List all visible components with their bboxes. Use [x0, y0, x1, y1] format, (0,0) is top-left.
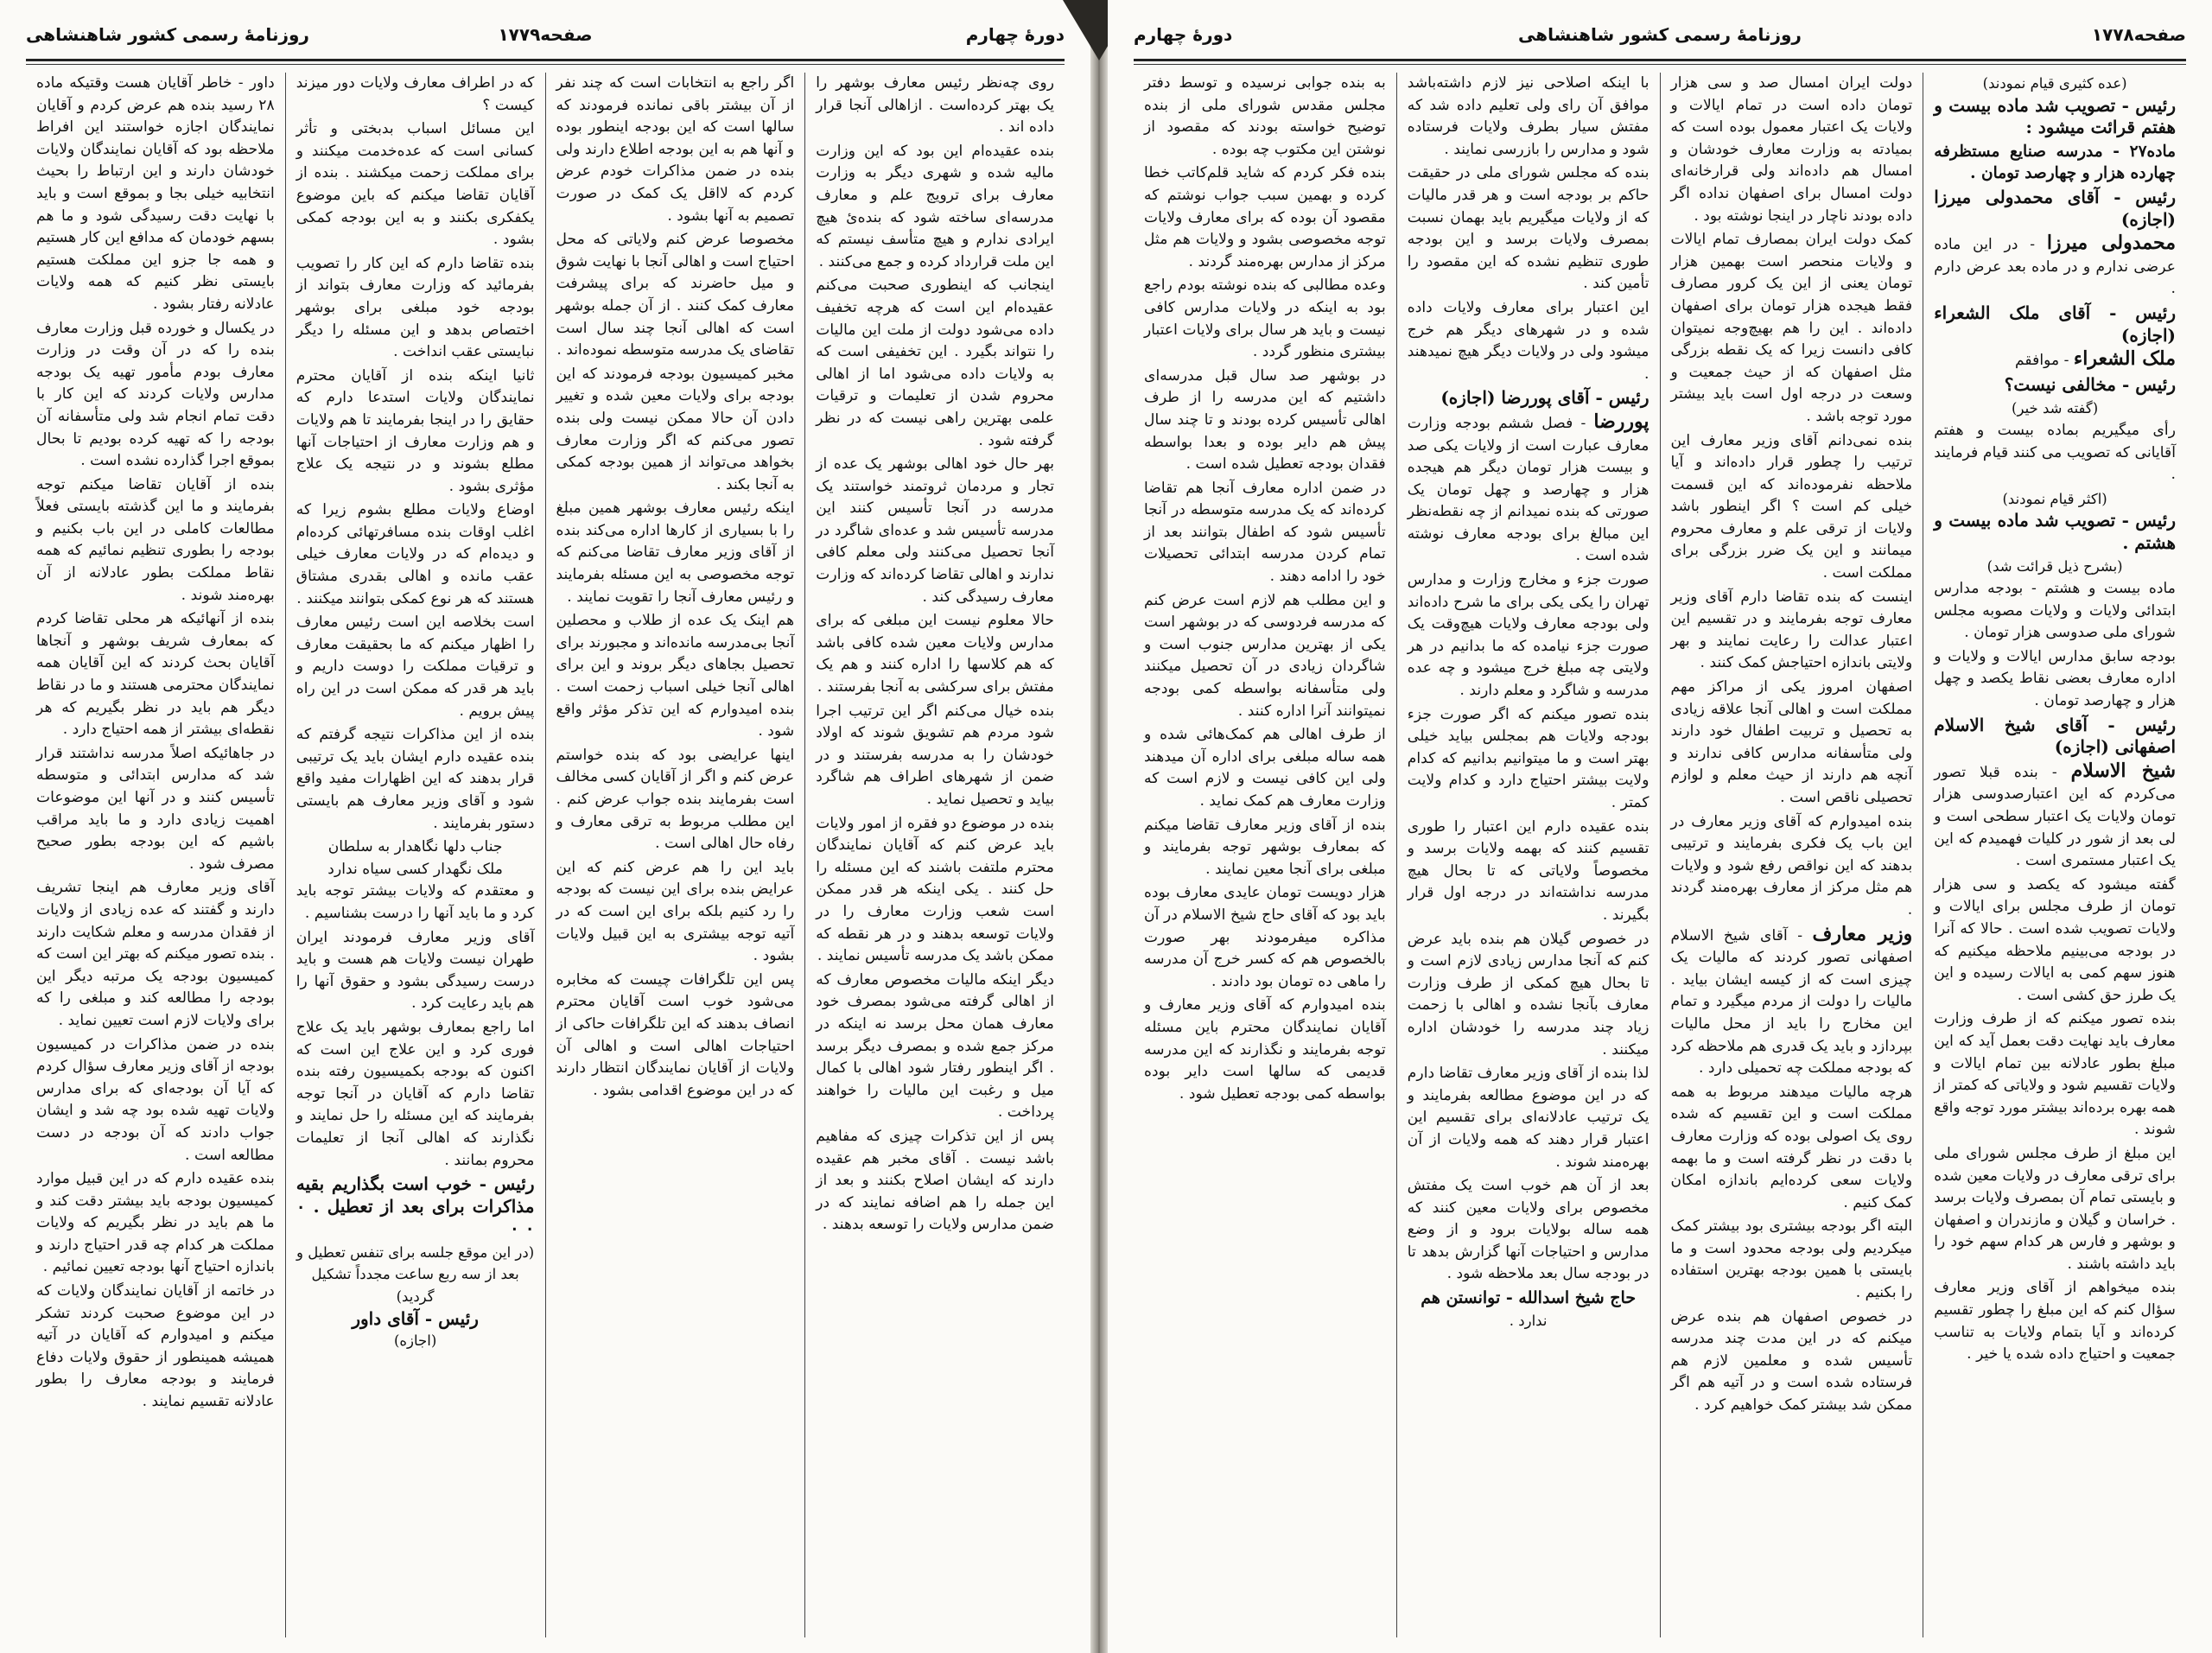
paragraph: و این مطلب هم لازم است عرض کنم که مدرسه فردوسی که در بوشهر است یکی از بهترین مدارس جنوب است و شاگردان زیادی در آن تحصیل میکنند ولی متأسفانه بواسطه کمی بودجه نمیتوانند آنرا اداره کنند . — [1144, 591, 1386, 720]
column-3 — [1396, 73, 1660, 1637]
paragraph: در بوشهر صد سال قبل مدرسه‌ای داشتیم که این مدرسه را از طرف اهالی تأسیس کرده بودند و تا چند سال پیش هم دایر بوده و بعدا بواسطه فقدان بودجه تعطیل شده است . — [1144, 366, 1386, 474]
page-header-1779 — [26, 19, 1065, 61]
column-2 — [545, 73, 805, 1637]
speech: - در این ماده عرضی ندارم و در ماده بعد عرض دارم . — [1934, 236, 2176, 298]
paragraph: و معتقدم که ولایات بیشتر توجه باید کرد و ما باید آنها را درست بشناسیم . — [296, 882, 535, 922]
speech: - بنده قبلا تصور می‌کردم که این اعتبارصدوسی هزار تومان ولایات یک اعتبار سطحی است و لی بعد از شور در کلیات فهمیدم که این یک اعتبار مستمری است . — [1934, 763, 2176, 870]
paragraph — [1934, 232, 2176, 301]
paragraph: دیگر اینکه مالیات مخصوص معارف که از اهالی گرفته می‌شود بمصرف خود معارف همان محل برسد نه اینکه در مرکز جمع شده و بمصرف دیگر برسد . اگر اینطور رفتار شود اهالی با کمال میل و رغبت این مالیات را خواهند پرداخت . — [816, 970, 1054, 1122]
paragraph: کمک دولت ایران بمصارف تمام ایالات و ولایات منحصر است بهمین هزار تومان یعنی از این یک کرور مصارف فقط هیجده هزار تومان برای اصفهان داده‌اند . این را هم بهیچ‌وجه نمیتوان کافی دانست زیرا که یک نقطه بزرگی مثل اصفهان که از حیث جمعیت و وسعت در درجه اول است باید بیشتر مورد توجه باشد . — [1670, 231, 1913, 425]
paragraph: پس از این تذکرات چیزی که مفاهیم باشد نیست . آقای مخبر هم عقیده دارند که ایشان اصلاح بکنند و بعد از این جمله را هم اضافه نمایند که در ضمن مدارس ولایات را توسعه بدهند . — [816, 1127, 1054, 1234]
paragraph: البته اگر بودجه بیشتری بود بیشتر کمک میکردیم ولی بودجه محدود است و ما بایستی با همین بودجه بهترین استفاده را بکنیم . — [1670, 1217, 1913, 1302]
paragraph: در ضمن اداره معارف آنجا هم تقاضا کرده‌اند که یک مدرسه متوسطه در آنجا تأسیس شود که اطفال بتوانند بعد از تمام کردن مدرسه ابتدائی تحصیلات خود را ادامه دهند . — [1144, 479, 1386, 586]
column-1 — [1923, 73, 2186, 1637]
verse-line: جناب دلها نگاهدار به سلطان — [327, 838, 503, 856]
paragraph: صورت جزء و مخارج وزارت و مدارس تهران را یکی یکی برای ما شرح داده‌اند ولی بودجه معارف ولایات هیچ‌وقت یک صورت جزء نیامده که ما بدانیم در هر ولایتی چه مبلغ خرج میشود و چه عده مدرسه و شاگرد و معلم دارند . — [1407, 571, 1649, 700]
verse-line: ملک نگهدار کسی سیاه ندارد — [327, 860, 503, 878]
speaker-name: وزیر معارف — [1812, 922, 1913, 945]
paragraph: بنده در موضوع دو فقره از امور ولایات باید عرض کنم که آقایان نمایندگان محترم ملتفت باشند که این مسئله را حل کنند . یکی اینکه هر قدر ممکن است شعب وزارت معارف را در ولایات توسعه بدهند و در هر نقطه که ممکن باشد یک مدرسه تأسیس نمایند . — [816, 814, 1054, 965]
session-note: (گفته شد خیر) — [2012, 400, 2099, 417]
paragraph: در خصوص گیلان هم بنده باید عرض کنم که آنجا مدارس زیادی لازم است و تا بحال هیچ کمکی از طرف وزارت معارف بآنجا نشده و اهالی با زحمت زیاد چند مدرسه را خودشان اداره میکنند . — [1407, 930, 1649, 1059]
book-gutter — [1090, 0, 1108, 1653]
paragraph: بنده امیدوارم که آقای وزیر معارف و آقایان نمایندگان محترم باین مسئله توجه بفرمایند و نگذارند که این مدرسه قدیمی که سالها است دایر بوده بواسطه کمی بودجه تعطیل شود . — [1144, 996, 1386, 1103]
header-period: دورهٔ چهارم — [965, 24, 1065, 45]
header-rule — [26, 64, 1065, 65]
header-paper-title: روزنامهٔ رسمی کشور شاهنشاهی — [1518, 24, 1802, 45]
paragraph: اما راجع بمعارف بوشهر باید یک علاج فوری کرد و این علاج این است که اکنون که بودجه بکمیسیون رفته بنده تقاضا دارم که آقایان در آنجا توجه بفرمایند که این مسئله را حل نمایند و نگذارند که اهالی آنجا از تعلیمات محروم بمانند . — [296, 1018, 535, 1169]
speaker-name: ملک الشعراء — [2073, 347, 2176, 371]
permission-note: (اجازه) — [393, 1332, 437, 1350]
paragraph: این مبلغ از طرف مجلس شورای ملی برای ترقی معارف در ولایات معین شده و بایستی تمام آن بمصرف ولایات برسد . خراسان و گیلان و مازندران و اصفهان و بوشهر و فارس هر کدام سهم خود را باید داشته باشند . — [1934, 1144, 2176, 1273]
column-1 — [804, 73, 1065, 1637]
page-1778 — [1108, 0, 2212, 1653]
paragraph: اینکه رئیس معارف بوشهر همین مبلغ را با بسیاری از کارها اداره می‌کند بنده از آقای وزیر معارف تقاضا می‌کنم که توجه مخصوصی به این مسئله بفرمایند و رئیس معارف آنجا را تقویت نمایند . — [556, 499, 795, 606]
article-text: ماده بیست و هشتم - بودجه مدارس ابتدائی ولایات و ولایات مصوبه مجلس شورای ملی صدوسی هزار تومان . — [1934, 580, 2176, 642]
paragraph: بنده خیال می‌کنم اگر این ترتیب اجرا شود مردم هم تشویق شوند که اولاد خودشان را به مدرسه بفرستند و در ضمن از شهرهای اطراف هم شاگرد بیاید و تحصیل نماید . — [816, 702, 1054, 808]
paragraph: اصفهان امروز یکی از مراکز مهم مملکت است و اهالی آنجا علاقه زیادی به تحصیل و تربیت اطفال خود دارند ولی متأسفانه مدارس کافی ندارند و آنچه هم دارند از حیث معلم و لوازم تحصیلی ناقص است . — [1670, 678, 1913, 806]
header-period: دورهٔ چهارم — [1134, 24, 1233, 45]
paragraph: بنده امیدوارم که آقای وزیر معارف در این باب یک فکری بفرمایند و ترتیبی بدهند که این نواقص رفع شود و ولایات هم مثل مرکز از معارف بهره‌مند گردند . — [1670, 812, 1913, 919]
paragraph: روی چه‌نظر رئیس معارف بوشهر را یک بهتر کرده‌است . ازاهالی آنجا قرار داده اند . — [816, 74, 1054, 137]
session-note: (عده کثیری قیام نمودند) — [1982, 75, 2127, 92]
paragraph: بنده تصور میکنم که اگر صورت جزء بودجه ولایات هم بمجلس بیاید خیلی بهتر است و ما میتوانیم بدانیم که کدام ولایت بیشتر احتیاج دارد و کدام ولایت کمتر . — [1407, 705, 1649, 811]
paragraph: بنده عقیده دارم که در این قبیل موارد کمیسیون بودجه باید بیشتر دقت کند و ما هم باید در نظر بگیریم که ولایات مملکت هر کدام چه قدر احتیاج دارند و باندازه احتیاج آنها بودجه تعیین نمائیم . — [36, 1170, 275, 1276]
paragraph: اوضاع ولایات مطلع بشوم زیرا که اغلب اوقات بنده مسافرتهائی کرده‌ام و دیده‌ام که در ولایات معارف خیلی عقب مانده و اهالی بقدری مشتاق هستند که هر نوع کمکی بتوانند میکنند . — [296, 501, 535, 607]
paragraph: دولت ایران امسال صد و سی هزار تومان داده است در تمام ایالات و ولایات یک اعتبار معمول بوده است که بمیادته به وزارت معارف خودشان و امسال هم داده‌اند ولی قرارخانه‌ای دولت امسال برای اصفهان نداده اگر داده بودند ناچار در اینجا نوشته بود . — [1670, 74, 1913, 225]
paragraph: حالا معلوم نیست این مبلغی که برای مدارس ولایات معین شده کافی باشد که هم کلاسها را اداره کنند و هم یک مفتش برای سرکشی به آنجا بفرستند . — [816, 612, 1054, 696]
speaker-line: رئیس - تصویب شد ماده بیست و هشتم . — [1934, 510, 2176, 553]
paragraph — [1934, 760, 2176, 873]
column-4 — [26, 73, 285, 1637]
speaker-line: رئیس - آقای محمدولی میرزا (اجازه) — [1934, 186, 2176, 230]
session-note: (در این موقع جلسه برای تنفس تعطیل و بعد از سه ربع ساعت مجدداً تشکیل گردید) — [296, 1243, 535, 1306]
paragraph: با اینکه اصلاحی نیز لازم داشته‌باشد موافق آن رای ولی تعلیم داده شد که مفتش سیار بطرف ولایات فرستاده شود و مدارس را بازرسی نمایند . — [1407, 74, 1649, 158]
paragraph: در جاهائیکه اصلاً مدرسه نداشتند قرار شد که مدارس ابتدائی و متوسطه تأسیس کنند و در آنها این موضوعات اهمیت زیادی دارد و ما باید مراقب باشیم که این بودجه بطور صحیح مصرف شود . — [36, 744, 275, 873]
paragraph: اینجانب که اینطوری صحبت می‌کنم عقیده‌ام این است که هرچه تخفیف داده می‌شود دولت از ملت این مالیات را نتواند بگیرد . این تخفیفی است که به ولایات داده می‌شود اما از اهالی محروم شدن از تعلیمات و ترقیات علمی بهترین راهی نیست که در نظر گرفته شود . — [816, 277, 1054, 449]
paragraph: است بخلاصه این است رئیس معارف را اظهار میکنم که ما بحقیقت معارف و ترقیات مملکت را دوست داریم و باید هر قدر که ممکن است در این راه پیش برویم . — [296, 614, 535, 720]
paragraph: هم اینک یک عده از طلاب و محصلین آنجا بی‌مدرسه مانده‌اند و مجبورند برای تحصیل بجاهای دیگر بروند و این برای اهالی آنجا خیلی اسباب زحمت است . بنده امیدوارم که این تذکر مؤثر واقع شود . — [556, 612, 795, 741]
columns-1778 — [1134, 73, 2186, 1637]
paragraph: آقای وزیر معارف فرمودند ایران طهران نیست ولایات هم هست و باید درست رسیدگی بشود و حقوق آنها را هم باید رعایت کرد . — [296, 928, 535, 1013]
session-note: ندارد . — [1509, 1312, 1548, 1329]
paragraph: بنده در ضمن مذاکرات در کمیسیون بودجه از آقای وزیر معارف سؤال کردم که آیا آن بودجه‌ای که برای مدارس ولایات تهیه شده بود چه شد و ایشان جواب دادند که آن بودجه در دست مطالعه است . — [36, 1035, 275, 1164]
paragraph: ثانیا اینکه بنده از آقایان محترم نمایندگان ولایات استدعا دارم که حقایق را در اینجا بفرمایند تا هم ولایات و هم وزارت معارف از احتیاجات آنها مطلع بشوند و در نتیجه یک علاج مؤثری بشود . — [296, 366, 535, 495]
paragraph: پس این تلگرافات چیست که مخابره می‌شود خوب است آقایان محترم انصاف بدهند که این تلگرافات حاکی از احتیاجات اهالی است و اهالی آن ولایات از آقایان نمایندگان انتظار دارند که در این موضوع اقدامی بشود . — [556, 970, 795, 1099]
speech: - موافقم — [2014, 352, 2074, 370]
speaker-signature: حاج شیخ اسدالله - توانستن هم — [1421, 1288, 1637, 1308]
paragraph: این مسائل اسباب بدبختی و تأثر کسانی است که عده‌خدمت میکنند و برای مملکت زحمت میکشند . بنده از آقایان تقاضا میکنم که باین موضوع یکفکری بکنند و به این بودجه کمکی بشود . — [296, 120, 535, 249]
speech: - فصل ششم بودجه وزارت معارف عبارت است از ولایات یکی صد و بیست هزار تومان دیگر هم هیجده هزار و چهارصد و چهل تومان یک صورتی که بنده نمیدانم از چه نقطه‌نظر این مبالغ برای بودجه معارف نوشته شده است . — [1407, 414, 1649, 565]
paragraph: بنده که مجلس شورای ملی در حقیقت حاکم بر بودجه است و هر قدر مالیات که از ولایات میگیریم باید بهمان نسبت بمصرف ولایات برسد و این بودجه طوری تنظیم نشده که این مقصود را تأمین کند . — [1407, 164, 1649, 293]
paragraph: آقای وزیر معارف هم اینجا تشریف دارند و گفتند که عده زیادی از ولایات از فقدان مدرسه و معلم شکایت دارند . بنده تصور میکنم که بهتر این است که کمیسیون بودجه یک مرتبه دیگر این بودجه را مطالعه کند و مبلغی را که برای ولایات لازم است تعیین نماید . — [36, 879, 275, 1029]
speaker-name: شیخ الاسلام — [2070, 759, 2177, 782]
paragraph — [1408, 411, 1649, 568]
session-note: (بشرح ذیل قرائت شد) — [1986, 558, 2123, 575]
header-paper-title: روزنامهٔ رسمی کشور شاهنشاهی — [26, 24, 309, 45]
paragraph: بنده از آقای وزیر معارف تقاضا میکنم که بمعارف بوشهر توجه بفرمایند و مبلغی برای آنجا معین نمایند . — [1144, 816, 1386, 878]
paragraph: در یکسال و خورده قبل وزارت معارف بنده را که در آن وقت در وزارت معارف بودم مأمور تهیه یک بودجه مدارس ولایات کردند که این کار با دقت تمام انجام شد ولی متأسفانه آن بودجه را که تهیه کرده بودیم تا بحال بموقع اجرا گذارده نشده است . — [36, 319, 275, 470]
speaker-name: محمدولی میرزا — [2046, 232, 2176, 255]
paragraph: در خصوص اصفهان هم بنده عرض میکنم که در این مدت چند مدرسه تأسیس شده و معلمین لازم هم فرستاده شده است و در آتیه هم اگر ممکن شد بیشتر کمک خواهیم کرد . — [1670, 1307, 1913, 1415]
paragraph: بنده تصور میکنم که از طرف وزارت معارف باید نهایت دقت بعمل آید که این مبلغ بطور عادلانه بین تمام ایالات و ولایات تقسیم شود و ولایاتی که کمتر از همه بهره برده‌اند بیشتر مورد توجه واقع شوند . — [1934, 1010, 2176, 1139]
page-header-1778 — [1134, 19, 2186, 61]
speaker-line: رئیس - آقای داور — [352, 1307, 479, 1329]
paragraph: بنده از آنهائیکه هر محلی تقاضا کردم که بمعارف شریف بوشهر و آنجاها آقایان بحث کردند که این آقایان همه نمایندگان محترمی هستند و ما در نقاط دیگر هم باید در نظر بگیریم که هر نقطه‌ای بیشتر از همه احتیاج دارد . — [36, 610, 275, 739]
speaker-line: رئیس - آقای شیخ الاسلام اصفهانی (اجازه) — [1934, 714, 2176, 758]
paragraph: بنده عقیده‌ام این بود که این وزارت مالیه شده و شهری دیگر به وزارت معارف برای ترویج علم و معارف مدرسه‌ای ساخته شود که بنده‌ئ هیچ ایرادی ندارم و هیچ متأسف نیستم که این ملت قرارداد کرده و جمع می‌کنند . — [816, 142, 1054, 270]
paragraph: هزار دویست تومان عایدی معارف بوده باید بود که آقای حاج شیخ الاسلام در آن مذاکره میفرمودند بهر صورت بالخصوص هم که کسر خرج آن مدرسه را ماهی ده تومان بود دادند . — [1144, 884, 1386, 990]
column-3 — [285, 73, 545, 1637]
header-rule — [1134, 64, 2186, 65]
paragraph: اگر راجع به انتخابات است که چند نفر از آن بیشتر باقی نمانده فرمودند که سالها است که این بودجه اینطور بوده و آنها هم به این بودجه اطلاع دارند ولی بنده در ضمن مذاکرات خودم عرض کردم که لااقل یک کمک در صورت تصمیم به آنها بشود . — [556, 74, 795, 225]
paragraph: اینست که بنده تقاضا دارم آقای وزیر معارف توجه بفرمایند و در تقسیم این اعتبار عدالت را رعایت نمایند و بهر ولایتی باندازه احتیاجش کمک کنند . — [1670, 588, 1913, 672]
speaker-line: رئیس - خوب است بگذاریم بقیه مذاکرات برای بعد از تعطیل . ٠ ٠ ٠ — [296, 1173, 535, 1239]
paragraph: بنده تقاضا دارم که این کار را تصویب بفرمائید که وزارت معارف بتواند از بودجه خود مبلغی برای بوشهر اختصاص بدهد و این مسئله را دیگر نبایستی عقب انداخت . — [296, 254, 535, 361]
page-1779 — [0, 0, 1090, 1653]
paragraph: داور - خاطر آقایان هست وقتیکه ماده ۲۸ رسید بنده هم عرض کردم و آقایان نمایندگان اجازه خواستند این افراط ملاحظه بود که آقایان نمایندگان ولایات خودشان دارند و این ارتباط را بحیث انتخابیه خیلی بجا و بموقع است و باید با نهایت دقت رسیدگی شود و ما هم بسهم خودمان که مدافع این کار هستیم و همه جا جزو این مملکت هستیم بایستی نظر کنیم که همه ولایات عادلانه رفتار بشود . — [36, 74, 275, 313]
paragraph: در خاتمه از آقایان نمایندگان ولایات که در این موضوع صحبت کردند تشکر میکنم و امیدوارم که آقایان در آتیه همیشه همینطور از حقوق ولایات دفاع فرمایند و بودجه معارف را بطور عادلانه تقسیم نمایند . — [36, 1282, 275, 1411]
paragraph: اینها عرایضی بود که بنده خواستم عرض کنم و اگر از آقایان کسی مخالف است بفرمایند بنده جواب عرض کنم . این مطلب مربوط به ترقی معارف و رفاه حال اهالی است . — [556, 746, 795, 853]
paragraph — [1934, 348, 2176, 372]
paragraph: این اعتبار برای معارف ولایات داده شده و در شهرهای دیگر هم خرج میشود ولی در ولایات دیگر هیچ نمیدهند . — [1407, 298, 1649, 383]
paragraph: لذا بنده از آقای وزیر معارف تقاضا دارم که در این موضوع مطالعه بفرمایند و یک ترتیب عادلانه‌ای برای تقسیم این اعتبار قرار دهند که همه ولایات از آن بهره‌مند شوند . — [1407, 1065, 1649, 1171]
speaker-line: رئیس - مخالفی نیست؟ — [2004, 373, 2176, 395]
paragraph: بنده میخواهم از آقای وزیر معارف سؤال کنم که این مبلغ را چطور تقسیم کرده‌اند و آیا بتمام ولایات به تناسب جمعیت و احتیاج داده شده یا خیر . — [1934, 1279, 2176, 1364]
session-note: (اکثر قیام نمودند) — [2002, 490, 2107, 507]
header-page-number: صفحه۱۷۷۹ — [498, 24, 593, 45]
paragraph: بعد از آن هم خوب است یک مفتش مخصوص برای ولایات معین کنند که همه ساله بولایات برود و از وضع مدارس و احتیاجات آنها گزارش بدهد تا در بودجه سال بعد ملاحظه شود . — [1407, 1177, 1649, 1283]
paragraph: بنده از این مذاکرات نتیجه گرفتم که بنده عقیده دارم ایشان باید یک ترتیبی قرار بدهند که این اظهارات مفید واقع شود و آقای وزیر معارف هم بایستی دستور بفرمایند . — [296, 726, 535, 832]
paragraph: از طرف اهالی هم کمک‌هائی شده و همه ساله مبلغی برای اداره آن میدهند ولی این کافی نیست و لازم است که وزارت معارف هم کمک نماید . — [1144, 726, 1386, 810]
speech: - آقای شیخ الاسلام اصفهانی تصور کردند که مالیات یک چیزی است که از کیسه ایشان بیاید . مالیات را دولت از مردم میگیرد و تمام این مخارج را باید از محل مالیات بپردازد و باید یک قدری هم ملاحظه کرد که بودجه مملکت چه تحمیلی دارد . — [1670, 926, 1913, 1078]
paragraph: بنده از آقایان تقاضا میکنم توجه بفرمایند و ما این گذشته بایستی فعلاً مطالعات کاملی در این باب بکنیم و بودجه را بطوری تنظیم نمائیم که همه نقاط مملکت بطور عادلانه از آن بهره‌مند شوند . — [36, 475, 275, 604]
paragraph: رأی میگیریم بماده بیست و هفتم آقایانی که تصویب می کنند قیام فرمایند . — [1934, 421, 2176, 484]
paragraph: مخبر کمیسیون بودجه فرمودند که این بودجه برای ولایات معین شده و تغییر دادن آن حالا ممکن نیست ولی بنده تصور می‌کنم که اگر وزارت معارف بخواهد می‌تواند از همین بودجه کمکی به آنجا بکند . — [556, 365, 795, 493]
paragraph: بنده نمی‌دانم آقای وزیر معارف این ترتیب را چطور قرار داده‌اند و آیا ملاحظه نفرموده‌اند که این قسمت خیلی کم است ؟ اگر اینطور باشد ولایات از ترقی علم و معارف محروم میمانند و این یک ضرر بزرگی برای مملکت است . — [1670, 431, 1913, 582]
paragraph: به بنده جوابی نرسیده و توسط دفتر مجلس مقدس شورای ملی از بنده توضیح خواسته بودند که مقصود از نوشتن این مکتوب چه بوده . — [1144, 74, 1386, 158]
paragraph: که در اطراف معارف ولایات دور میزند کیست ؟ — [296, 74, 535, 114]
article-text: ماده۲۷ - مدرسه صنایع مستظرفه چهارده هزار و چهارصد تومان . — [1934, 142, 2176, 183]
article-text: بودجه سابق مدارس ایالات و ولایات و اداره معارف بعضی نقاط یکصد و چهل هزار و چهارصد تومان . — [1934, 647, 2176, 710]
column-4 — [1134, 73, 1396, 1637]
speaker-line: رئیس - آقای پوررضا (اجازه) — [1440, 387, 1649, 409]
speaker-line: رئیس - آقای ملک الشعراء (اجازه) — [1934, 302, 2176, 346]
paragraph: بنده عقیده دارم این اعتبار را طوری تقسیم کنند که بهمه ولایات برسد و مخصوصاً ولایاتی که تا بحال هیچ مدرسه نداشته‌اند در درجه اول قرار بگیرند . — [1407, 817, 1649, 924]
speaker-line: رئیس - تصویب شد ماده بیست و هفتم قرائت میشود : — [1934, 94, 2176, 138]
paragraph: باید این را هم عرض کنم که این عرایض بنده برای این نیست که بودجه را رد کنیم بلکه برای این است که در آتیه توجه بیشتری به این قبیل ولایات بشود . — [556, 858, 795, 965]
paragraph: هرچه مالیات میدهند مربوط به همه مملکت است و این تقسیم که شده روی یک اصولی بوده که وزارت معارف با دقت در نظر گرفته است و ما بهمه ولایات سعی کرده‌ایم باندازه امکان کمک کنیم . — [1670, 1083, 1913, 1211]
paragraph: بنده فکر کردم که شاید قلم‌کاتب خطا کرده و بهمین سبب جواب نوشتم که مقصود آن بوده که برای معارف ولایات توجه مخصوصی بشود و ولایات هم مثل مرکز از مدارس بهره‌مند گردند . — [1144, 164, 1386, 270]
speaker-name: پوررضا — [1593, 410, 1649, 433]
columns-1779 — [26, 73, 1065, 1637]
paragraph: مخصوصا عرض کنم ولایاتی که محل احتیاج است و اهالی آنجا با نهایت شوق و میل حاضرند که برای پیشرفت معارف کمک کنند . از آن جمله بوشهر است که اهالی آنجا چند سال است تقاضای یک مدرسه متوسطه نموده‌اند . — [556, 231, 795, 359]
paragraph: وعده مطالبی که بنده نوشته بودم راجع بود به اینکه در ولایات مدارس کافی نیست و باید هر سال برای ولایات اعتبار بیشتری منظور گردد . — [1144, 277, 1386, 361]
paragraph: گفته میشود که یکصد و سی هزار تومان از طرف مجلس برای ایالات و ولایات تصویب شده است . حالا که آنرا در بودجه می‌بینیم ملاحظه میکنیم که هنوز سهم کمی به ایالات رسیده و این یک طرز حق کشی است . — [1934, 875, 2176, 1004]
paragraph — [1671, 924, 1913, 1080]
paragraph: بهر حال خود اهالی بوشهر یک عده از تجار و مردمان ثروتمند خواستند یک مدرسه در آنجا تأسیس کنند این مدرسه تأسیس شد و عده‌ای شاگرد در آنجا تحصیل می‌کنند ولی معلم کافی ندارند و اهالی تقاضا کرده‌اند که وزارت معارف رسیدگی کند . — [816, 455, 1054, 606]
column-2 — [1660, 73, 1923, 1637]
header-page-number: صفحه۱۷۷۸ — [2091, 24, 2186, 45]
